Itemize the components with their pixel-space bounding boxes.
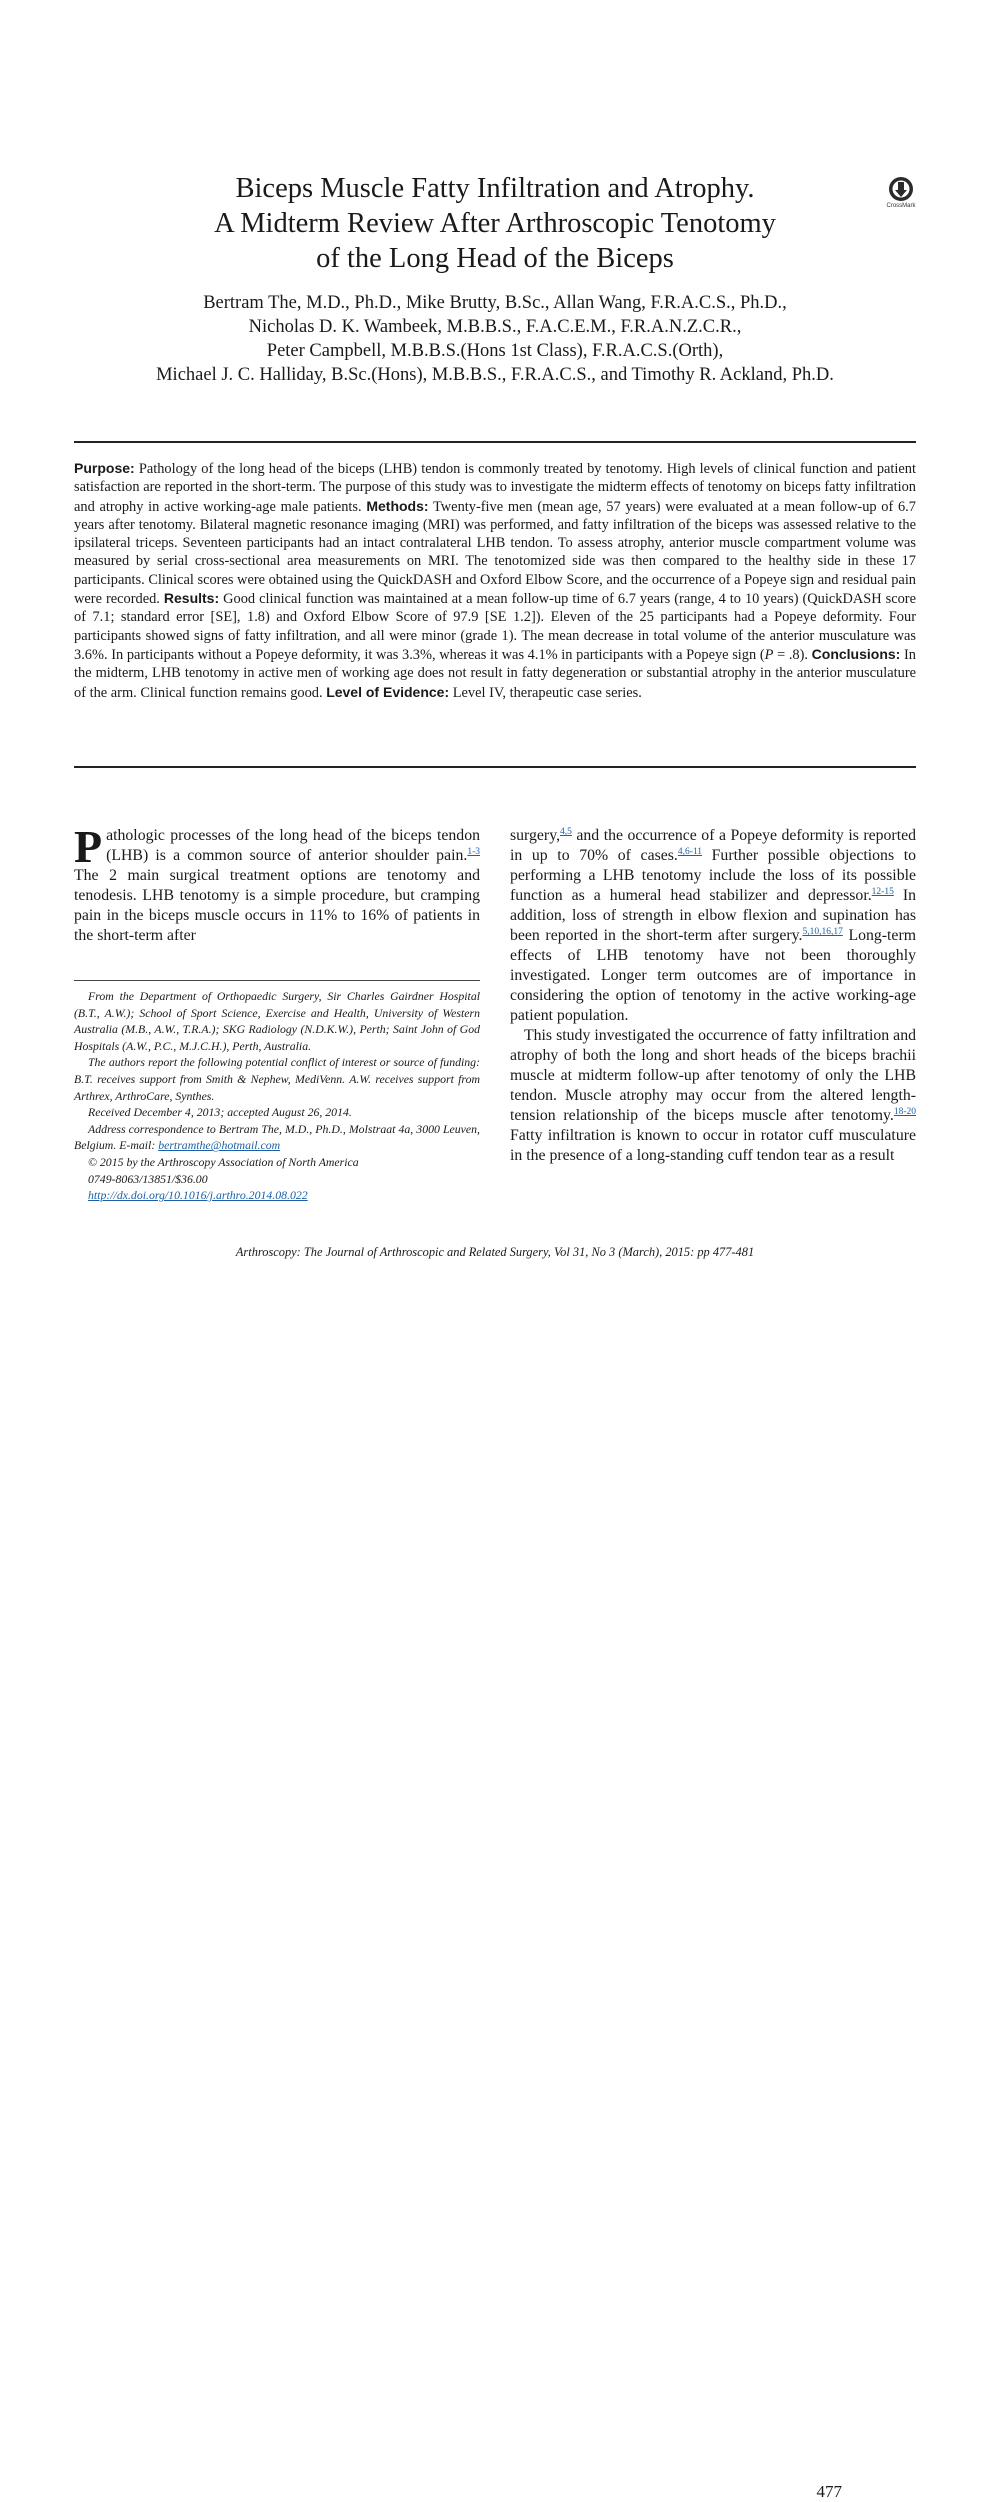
issn-note: 0749-8063/13851/$36.00 (88, 1171, 208, 1186)
citation-link[interactable]: 5,10,16,17 (802, 927, 843, 937)
p-value-symbol: P (764, 646, 774, 663)
body-text: The 2 main surgical treatment options are tenotomy and tenodesis. LHB tenotomy is a simple procedure, but cramping pain in the biceps muscle occurs in 11% to 16% of patients in the short-term after (74, 867, 480, 944)
page-number: 477 (816, 2482, 842, 2501)
citation-link[interactable]: 12-15 (871, 887, 894, 897)
methods-text: Twenty-five men (mean age, 57 years) were evaluated at a mean follow-up of 6.7 years after tenotomy. Bilateral magnetic resonance imaging (MRI) was performed, and fatty infiltration of the biceps was assessed relative to the ipsilateral triceps. Seventeen participants had an intact contralateral LHB tendon. To assess atrophy, anterior muscle compartment volume was measured by serial cross-sectional area measurements on MRI. The tenotomized side was then compared to the healthy side in these 17 participants. Clinical scores were obtained using the QuickDASH and Oxford Elbow Score, and the occurrence of a Popeye sign and residual pain were recorded. (74, 498, 917, 608)
body-column-left (74, 821, 480, 946)
body-paragraph (510, 826, 916, 1026)
footnote-rule (74, 980, 480, 981)
journal-citation: Arthroscopy: The Journal of Arthroscopic and Related Surgery, Vol 31, No 3 (March), 2015: pp 477-481 (235, 1245, 755, 1259)
results-label: Results: (163, 590, 220, 607)
article-title (130, 171, 860, 276)
affiliation-note: From the Department of Orthopaedic Surgery, Sir Charles Gairdner Hospital (B.T., A.W.); School of Sport Science, Exercise and Health, University of Western Australia (M.B., A.W., T.R.A.); SKG Radiology (N.D.K.W.), Perth; Saint John of God Hospitals (A.W., P.C., M.J.C.H.), Perth, Australia. (74, 989, 480, 1053)
body-text: This study investigated the occurrence of fatty infiltration and atrophy of both the long and short heads of the biceps brachii muscle at midterm follow-up after tenotomy of only the LHB tendon. Muscle atrophy may occur from the altered length-tension relationship of the biceps muscle after tenotomy. (510, 1027, 916, 1124)
level-label: Level of Evidence: (326, 683, 450, 700)
page-footer (74, 1242, 916, 2501)
copyright-note: © 2015 by the Arthroscopy Association of North America (88, 1154, 359, 1169)
citation-link[interactable]: 1-3 (467, 847, 480, 857)
conclusions-label: Conclusions: (811, 645, 901, 662)
conclusions-text: In the midterm, LHB tenotomy in active men of working age does not result in fatty degeneration or substantial atrophy in the anterior musculature of the arm. Clinical function remains good. (74, 646, 916, 701)
body-text: In addition, loss of strength in elbow flexion and supination has been reported in the short-term after surgery. (510, 887, 916, 944)
citation-link[interactable]: 4,6-11 (677, 847, 703, 857)
citation-link[interactable]: 4,5 (560, 827, 572, 837)
body-text: surgery, (510, 827, 561, 844)
title-line: Biceps Muscle Fatty Infiltration and Atrophy. (235, 173, 755, 204)
conflict-note: The authors report the following potential conflict of interest or source of funding: B.T. receives support from Smith & Nephew, MediVenn. A.W. receives support from Arthrex, ArthroCare, Synthes. (74, 1055, 480, 1103)
footnotes (74, 988, 480, 1204)
purpose-label: Purpose: (74, 460, 135, 476)
body-text: and the occurrence of a Popeye deformity is reported in up to 70% of cases. (510, 827, 916, 864)
address-note (74, 1121, 480, 1154)
body-text: Further possible objections to performing a LHB tenotomy include the loss of its possible function as a humeral head stabilizer and depressor. (510, 847, 916, 904)
body-column-right (510, 826, 916, 1166)
abstract (74, 459, 916, 702)
abstract-top-rule (74, 441, 916, 443)
author-line: Peter Campbell, M.B.B.S.(Hons 1st Class), F.R.A.C.S.(Orth), (266, 341, 724, 361)
doi-note (74, 1187, 480, 1204)
body-text: athologic processes of the long head of the biceps tendon (LHB) is a common source of anterior shoulder pain. (106, 827, 480, 864)
crossmark-badge[interactable] (881, 176, 921, 209)
results-text-end: = .8). (773, 646, 809, 663)
author-line: Michael J. C. Halliday, B.Sc.(Hons), M.B.B.S., F.R.A.C.S., and Timothy R. Ackland, Ph.D. (156, 365, 834, 385)
title-line: of the Long Head of the Biceps (316, 243, 674, 274)
abstract-bottom-rule (74, 766, 916, 768)
crossmark-icon (888, 176, 914, 202)
body-paragraph (74, 821, 480, 946)
level-text: Level IV, therapeutic case series. (452, 684, 642, 701)
address-text: Address correspondence to Bertram The, M.D., Ph.D., Molstraat 4a, 3000 Leuven, Belgium. E-mail: (74, 1121, 480, 1153)
author-line: Nicholas D. K. Wambeek, M.B.B.S., F.A.C.E.M., F.R.A.N.Z.C.R., (248, 317, 742, 337)
email-link[interactable]: bertramthe@hotmail.com (158, 1138, 281, 1153)
doi-link[interactable]: http://dx.doi.org/10.1016/j.arthro.2014.08.022 (88, 1188, 308, 1203)
results-text: Good clinical function was maintained at a mean follow-up time of 6.7 years (range, 4 to 10 years) (QuickDASH score of 7.1; standard error [SE], 1.8) and Oxford Elbow Score of 97.9 [SE 1.2]). Eleven of the 25 participants had a Popeye deformity. Four participants showed signs of fatty infiltration, and all were minor (grade 1). The mean decrease in total volume of the anterior musculature was 3.6%. In participants without a Popeye deformity, it was 3.3%, whereas it was 4.1% in participants with a Popeye sign ( (74, 591, 916, 663)
purpose-text: Pathology of the long head of the biceps (LHB) tendon is commonly treated by tenotomy. High levels of clinical function and patient satisfaction are reported in the short-term. The purpose of this study was to investigate the midterm effects of tenotomy on biceps fatty infiltration and atrophy in active working-age male patients. (74, 461, 916, 515)
author-line: Bertram The, M.D., Ph.D., Mike Brutty, B.Sc., Allan Wang, F.R.A.C.S., Ph.D., (203, 293, 787, 313)
author-list (60, 291, 930, 387)
methods-label: Methods: (366, 497, 429, 514)
crossmark-label: CrossMark (886, 203, 916, 209)
body-text: Fatty infiltration is known to occur in rotator cuff musculature in the presence of a long-standing cuff tendon tear as a result (510, 1127, 916, 1164)
received-note: Received December 4, 2013; accepted August 26, 2014. (88, 1105, 352, 1120)
title-line: A Midterm Review After Arthroscopic Tenotomy (214, 208, 776, 239)
body-paragraph (510, 1026, 916, 1166)
citation-link[interactable]: 18-20 (893, 1107, 916, 1117)
body-text: Long-term effects of LHB tenotomy have not been thoroughly investigated. Longer term outcomes are of importance in considering the option of tenotomy in the active working-age patient population. (510, 927, 916, 1024)
drop-cap: P (74, 821, 103, 872)
